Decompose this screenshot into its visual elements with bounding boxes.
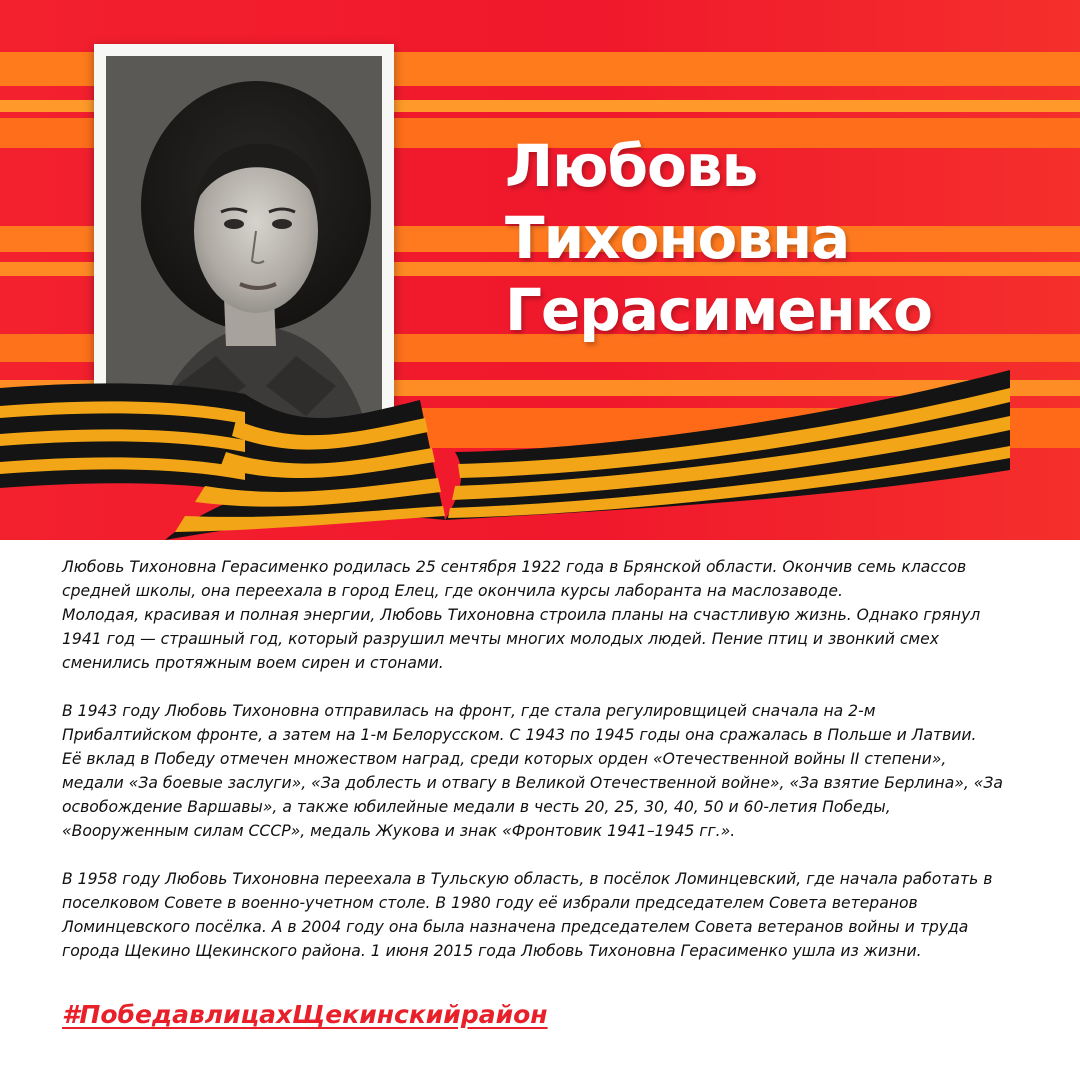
title-surname: Герасименко [505, 276, 933, 344]
bio-line: Молодая, красивая и полная энергии, Любовь Тихоновна строила планы на счастливую жизнь. Однако грянул [62, 606, 981, 624]
bio-line: Ломинцевского посёлка. А в 2004 году она была назначена председателем Совета ветеранов войны и труда [62, 918, 969, 936]
ribbon-right-band [445, 370, 1010, 520]
bio-line: сменились протяжным воем сирен и стонами. [62, 654, 444, 672]
ribbon-left-band [0, 383, 245, 492]
person-name-title [505, 130, 932, 346]
bio-line: медали «За боевые заслуги», «За доблесть и отвагу в Великой Отечественной войне», «За взятие Берлина», «За [62, 774, 1003, 792]
bio-line: средней школы, она переехала в город Елец, где окончила курсы лаборанта на маслозаводе. [62, 582, 843, 600]
biography-text [62, 555, 1022, 963]
bio-line: освобождение Варшавы», а также юбилейные медали в честь 20, 25, 30, 40, 50 и 60-летия Победы, [62, 798, 891, 816]
bio-line: Прибалтийском фронте, а затем на 1-м Белорусском. С 1943 по 1945 годы она сражалась в Польше и Латвии. [62, 726, 977, 744]
bio-line: В 1958 году Любовь Тихоновна переехала в Тульскую область, в посёлок Ломинцевский, где начала работать в [62, 870, 993, 888]
bio-line: 1941 год — страшный год, который разрушил мечты многих молодых людей. Пение птиц и звонкий смех [62, 630, 939, 648]
bio-line: В 1943 году Любовь Тихоновна отправилась на фронт, где стала регулировщицей сначала на 2-м [62, 702, 876, 720]
title-first-name: Любовь [505, 132, 758, 200]
bio-line: города Щекино Щекинского района. 1 июня 2015 года Любовь Тихоновна Герасименко ушла из жизни. [62, 942, 922, 960]
bio-line: Любовь Тихоновна Герасименко родилась 25 сентября 1922 года в Брянской области. Окончив семь классов [62, 558, 967, 576]
bio-line: поселковом Совете в военно-учетном столе. В 1980 году её избрали председателем Совета ветеранов [62, 894, 918, 912]
title-patronymic: Тихоновна [505, 204, 850, 272]
bio-line: Её вклад в Победу отмечен множеством наград, среди которых орден «Отечественной войны II степени», [62, 750, 947, 768]
hashtag-link[interactable]: #ПобедавлицахЩекинскийрайон [62, 1000, 548, 1029]
st-george-ribbon [0, 360, 1080, 550]
bio-line: «Вооруженным силам СССР», медаль Жукова и знак «Фронтовик 1941–1945 гг.». [62, 822, 736, 840]
